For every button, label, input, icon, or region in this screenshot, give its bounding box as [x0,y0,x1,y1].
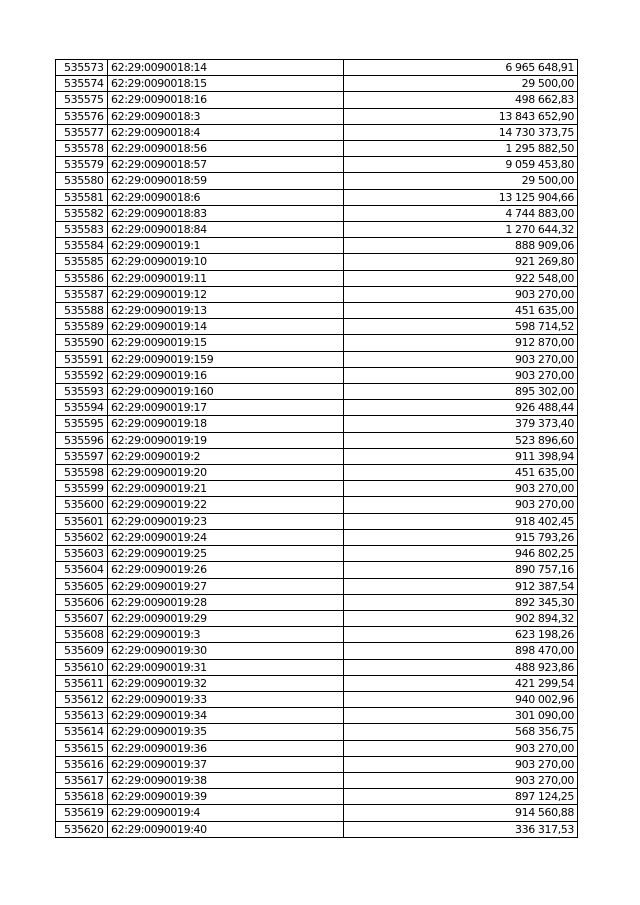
table-row [56,141,578,157]
cadastral-number-cell: 62:29:0090019:33 [108,691,344,707]
table-row [56,319,578,335]
row-id-cell: 535618 [56,789,108,805]
row-id-cell: 535590 [56,335,108,351]
table-row [56,724,578,740]
cadastral-number-cell: 62:29:0090019:40 [108,821,344,837]
row-id-cell: 535591 [56,351,108,367]
value-cell: 903 270,00 [344,351,578,367]
value-cell: 4 744 883,00 [344,205,578,221]
cadastral-number-cell: 62:29:0090019:159 [108,351,344,367]
value-cell: 336 317,53 [344,821,578,837]
table-row [56,416,578,432]
value-cell: 623 198,26 [344,627,578,643]
table-row [56,821,578,837]
cadastral-number-cell: 62:29:0090019:35 [108,724,344,740]
value-cell: 13 843 652,90 [344,108,578,124]
row-id-cell: 535600 [56,497,108,513]
row-id-cell: 535597 [56,448,108,464]
row-id-cell: 535580 [56,173,108,189]
cadastral-number-cell: 62:29:0090018:15 [108,76,344,92]
cadastral-number-cell: 62:29:0090019:27 [108,578,344,594]
row-id-cell: 535587 [56,286,108,302]
row-id-cell: 535582 [56,205,108,221]
cadastral-number-cell: 62:29:0090019:34 [108,708,344,724]
row-id-cell: 535614 [56,724,108,740]
value-cell: 14 730 373,75 [344,124,578,140]
row-id-cell: 535594 [56,400,108,416]
row-id-cell: 535592 [56,367,108,383]
value-cell: 940 002,96 [344,691,578,707]
value-cell: 914 560,88 [344,805,578,821]
table-row [56,465,578,481]
table-row [56,546,578,562]
table-row [56,740,578,756]
row-id-cell: 535588 [56,303,108,319]
row-id-cell: 535602 [56,529,108,545]
table-row [56,789,578,805]
table-row [56,432,578,448]
value-cell: 903 270,00 [344,286,578,302]
cadastral-number-cell: 62:29:0090019:15 [108,335,344,351]
row-id-cell: 535620 [56,821,108,837]
value-cell: 895 302,00 [344,384,578,400]
value-cell: 911 398,94 [344,448,578,464]
value-cell: 898 470,00 [344,643,578,659]
row-id-cell: 535586 [56,270,108,286]
table-row [56,578,578,594]
row-id-cell: 535596 [56,432,108,448]
row-id-cell: 535574 [56,76,108,92]
cadastral-number-cell: 62:29:0090019:160 [108,384,344,400]
table-row [56,384,578,400]
row-id-cell: 535616 [56,756,108,772]
value-cell: 29 500,00 [344,173,578,189]
cadastral-number-cell: 62:29:0090018:56 [108,141,344,157]
value-cell: 6 965 648,91 [344,60,578,76]
value-cell: 921 269,80 [344,254,578,270]
value-cell: 301 090,00 [344,708,578,724]
cadastral-number-cell: 62:29:0090019:39 [108,789,344,805]
row-id-cell: 535589 [56,319,108,335]
table-row [56,610,578,626]
value-cell: 379 373,40 [344,416,578,432]
cadastral-number-cell: 62:29:0090019:10 [108,254,344,270]
row-id-cell: 535617 [56,772,108,788]
table-row [56,659,578,675]
row-id-cell: 535575 [56,92,108,108]
cadastral-number-cell: 62:29:0090019:24 [108,529,344,545]
table-row [56,594,578,610]
row-id-cell: 535601 [56,513,108,529]
row-id-cell: 535613 [56,708,108,724]
table-row [56,481,578,497]
row-id-cell: 535578 [56,141,108,157]
row-id-cell: 535598 [56,465,108,481]
value-cell: 29 500,00 [344,76,578,92]
value-cell: 922 548,00 [344,270,578,286]
table-row [56,805,578,821]
cadastral-number-cell: 62:29:0090019:25 [108,546,344,562]
value-cell: 1 295 882,50 [344,141,578,157]
value-cell: 903 270,00 [344,772,578,788]
row-id-cell: 535593 [56,384,108,400]
table-row [56,92,578,108]
value-cell: 903 270,00 [344,367,578,383]
cadastral-number-cell: 62:29:0090018:57 [108,157,344,173]
table-row [56,222,578,238]
table-row [56,643,578,659]
table-row [56,497,578,513]
row-id-cell: 535610 [56,659,108,675]
table-row [56,108,578,124]
cadastral-number-cell: 62:29:0090019:28 [108,594,344,610]
cadastral-number-cell: 62:29:0090019:23 [108,513,344,529]
table-row [56,286,578,302]
table-row [56,529,578,545]
value-cell: 568 356,75 [344,724,578,740]
value-cell: 888 909,06 [344,238,578,254]
row-id-cell: 535607 [56,610,108,626]
cadastral-number-cell: 62:29:0090019:2 [108,448,344,464]
row-id-cell: 535581 [56,189,108,205]
value-cell: 488 923,86 [344,659,578,675]
value-cell: 598 714,52 [344,319,578,335]
row-id-cell: 535619 [56,805,108,821]
row-id-cell: 535604 [56,562,108,578]
row-id-cell: 535573 [56,60,108,76]
table-row [56,173,578,189]
cadastral-number-cell: 62:29:0090018:3 [108,108,344,124]
value-cell: 903 270,00 [344,756,578,772]
cadastral-number-cell: 62:29:0090019:12 [108,286,344,302]
table-row [56,772,578,788]
value-cell: 946 802,25 [344,546,578,562]
cadastral-number-cell: 62:29:0090018:14 [108,60,344,76]
row-id-cell: 535608 [56,627,108,643]
cadastral-number-cell: 62:29:0090019:14 [108,319,344,335]
value-cell: 903 270,00 [344,481,578,497]
value-cell: 13 125 904,66 [344,189,578,205]
cadastral-number-cell: 62:29:0090019:20 [108,465,344,481]
row-id-cell: 535576 [56,108,108,124]
row-id-cell: 535584 [56,238,108,254]
cadastral-number-cell: 62:29:0090018:6 [108,189,344,205]
value-cell: 926 488,44 [344,400,578,416]
cadastral-number-cell: 62:29:0090019:16 [108,367,344,383]
cadastral-number-cell: 62:29:0090019:21 [108,481,344,497]
row-id-cell: 535579 [56,157,108,173]
value-cell: 451 635,00 [344,465,578,481]
value-cell: 903 270,00 [344,740,578,756]
cadastral-number-cell: 62:29:0090019:1 [108,238,344,254]
row-id-cell: 535606 [56,594,108,610]
value-cell: 892 345,30 [344,594,578,610]
table-row [56,675,578,691]
cadastral-number-cell: 62:29:0090019:17 [108,400,344,416]
cadastral-number-cell: 62:29:0090019:30 [108,643,344,659]
table-row [56,205,578,221]
table-row [56,335,578,351]
cadastral-number-cell: 62:29:0090019:11 [108,270,344,286]
cadastral-number-cell: 62:29:0090019:4 [108,805,344,821]
value-cell: 915 793,26 [344,529,578,545]
document-page [55,59,577,838]
row-id-cell: 535609 [56,643,108,659]
table-row [56,60,578,76]
row-id-cell: 535611 [56,675,108,691]
table-row [56,76,578,92]
table-row [56,124,578,140]
table-body [56,60,578,838]
row-id-cell: 535577 [56,124,108,140]
row-id-cell: 535595 [56,416,108,432]
row-id-cell: 535583 [56,222,108,238]
table-row [56,691,578,707]
value-cell: 1 270 644,32 [344,222,578,238]
cadastral-number-cell: 62:29:0090019:36 [108,740,344,756]
row-id-cell: 535612 [56,691,108,707]
value-cell: 902 894,32 [344,610,578,626]
cadastral-number-cell: 62:29:0090019:18 [108,416,344,432]
table-row [56,562,578,578]
row-id-cell: 535585 [56,254,108,270]
row-id-cell: 535603 [56,546,108,562]
row-id-cell: 535605 [56,578,108,594]
cadastral-number-cell: 62:29:0090018:59 [108,173,344,189]
cadastral-number-cell: 62:29:0090018:4 [108,124,344,140]
table-row [56,400,578,416]
cadastral-number-cell: 62:29:0090019:13 [108,303,344,319]
table-row [56,513,578,529]
value-cell: 498 662,83 [344,92,578,108]
cadastral-number-cell: 62:29:0090018:84 [108,222,344,238]
table-row [56,254,578,270]
value-cell: 912 387,54 [344,578,578,594]
data-table [55,59,578,838]
table-row [56,238,578,254]
table-row [56,303,578,319]
cadastral-number-cell: 62:29:0090019:3 [108,627,344,643]
table-row [56,448,578,464]
row-id-cell: 535615 [56,740,108,756]
table-row [56,708,578,724]
value-cell: 912 870,00 [344,335,578,351]
cadastral-number-cell: 62:29:0090018:16 [108,92,344,108]
cadastral-number-cell: 62:29:0090019:19 [108,432,344,448]
cadastral-number-cell: 62:29:0090019:29 [108,610,344,626]
value-cell: 9 059 453,80 [344,157,578,173]
cadastral-number-cell: 62:29:0090019:22 [108,497,344,513]
table-row [56,627,578,643]
table-row [56,367,578,383]
cadastral-number-cell: 62:29:0090018:83 [108,205,344,221]
value-cell: 890 757,16 [344,562,578,578]
cadastral-number-cell: 62:29:0090019:26 [108,562,344,578]
table-row [56,756,578,772]
value-cell: 523 896,60 [344,432,578,448]
table-row [56,157,578,173]
cadastral-number-cell: 62:29:0090019:32 [108,675,344,691]
table-row [56,189,578,205]
value-cell: 451 635,00 [344,303,578,319]
value-cell: 897 124,25 [344,789,578,805]
cadastral-number-cell: 62:29:0090019:31 [108,659,344,675]
table-row [56,270,578,286]
value-cell: 903 270,00 [344,497,578,513]
cadastral-number-cell: 62:29:0090019:37 [108,756,344,772]
table-row [56,351,578,367]
row-id-cell: 535599 [56,481,108,497]
value-cell: 421 299,54 [344,675,578,691]
value-cell: 918 402,45 [344,513,578,529]
cadastral-number-cell: 62:29:0090019:38 [108,772,344,788]
